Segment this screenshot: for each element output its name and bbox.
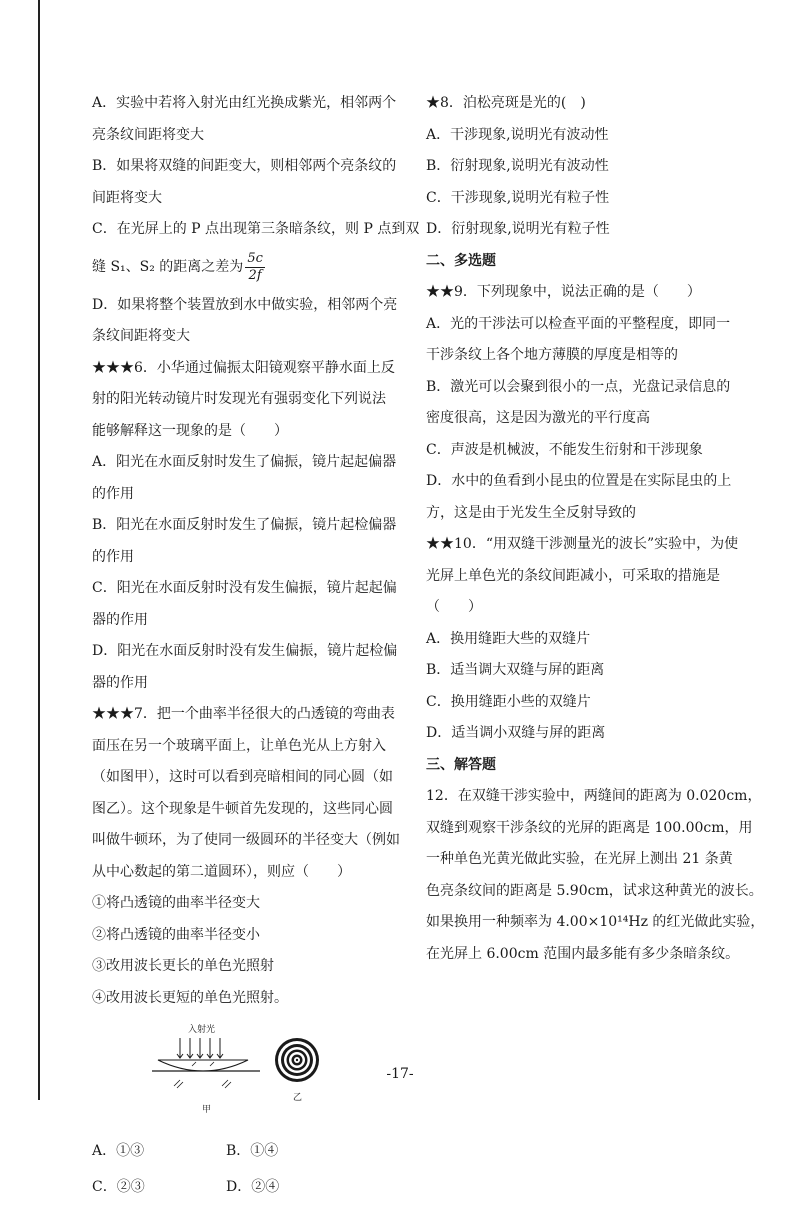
q6-line: 器的作用 — [92, 674, 148, 691]
q9-line: D．水中的鱼看到小昆虫的位置是在实际昆虫的上 — [426, 473, 732, 489]
q7-choice: D．②④ — [226, 1179, 280, 1196]
fraction-numerator: 5c — [247, 251, 263, 266]
q5-option-line: 条纹间距将变大 — [92, 328, 190, 344]
q8-line: ★8．泊松亮斑是光的( ) — [426, 95, 586, 111]
q6-line: 器的作用 — [92, 611, 148, 628]
q10-line: 光屏上单色光的条纹间距减小，可采取的措施是 — [426, 567, 720, 584]
q8-line: C．干涉现象,说明光有粒子性 — [426, 189, 610, 206]
q7-choices-row — [92, 1134, 410, 1170]
q7-line: 从中心数起的第二道圆环），则应（ ） — [92, 863, 351, 880]
q7-line: （如图甲），这时可以看到亮暗相间的同心圆（如 — [92, 769, 393, 785]
q7-line: ④改用波长更短的单色光照射。 — [92, 989, 288, 1006]
page-number: -17- — [386, 1066, 414, 1082]
q7-choice: A．①③ — [92, 1143, 145, 1160]
q9-line: 方，这是由于光发生全反射导致的 — [426, 504, 636, 521]
q6-line: C．阳光在水面反射时没有发生偏振，镜片起起偏 — [92, 580, 397, 596]
q8-line: B．衍射现象,说明光有波动性 — [426, 158, 609, 174]
q7-line: 叫做牛顿环，为了使同一级圆环的半径变大（例如 — [92, 832, 400, 848]
q12-line: 一种单色光黄光做此实验，在光屏上测出 21 条黄 — [426, 851, 733, 867]
q5-option-c-text: 缝 S₁、S₂ 的距离之差为 — [92, 258, 244, 275]
q12-line: 双缝到观察干涉条纹的光屏的距离是 100.00cm，用 — [426, 819, 753, 836]
q10-line: （ ） — [426, 599, 482, 615]
q5-option-line: B．如果将双缝的间距变大，则相邻两个亮条纹的 — [92, 158, 397, 174]
q10-line: C．换用缝距小些的双缝片 — [426, 693, 591, 710]
q5-option-line: A．实验中若将入射光由红光换成紫光，相邻两个 — [92, 95, 397, 111]
q6-line: D．阳光在水面反射时没有发生偏振，镜片起检偏 — [92, 643, 398, 659]
q8-line: D．衍射现象,说明光有粒子性 — [426, 221, 610, 237]
binding-line — [38, 0, 40, 1100]
fraction-formula — [245, 251, 265, 284]
q6-line: 的作用 — [92, 485, 134, 502]
label-yi: 乙 — [293, 1093, 303, 1103]
q7-line: 图乙）。这个现象是牛顿首先发现的，这些同心圆 — [92, 800, 393, 817]
incident-light-label: 入射光 — [188, 1025, 216, 1035]
incident-arrows — [177, 1038, 223, 1058]
q10-line: B．适当调大双缝与屏的距离 — [426, 662, 605, 678]
q12-line: 在光屏上 6.00cm 范围内最多能有多少条暗条纹。 — [426, 945, 740, 962]
q7-choices-row — [92, 1170, 410, 1206]
q7-line: ②将凸透镜的曲率半径变小 — [92, 926, 260, 943]
q7-line: ③改用波长更长的单色光照射 — [92, 958, 274, 974]
q5-option-line: C．在光屏上的 P 点出现第三条暗条纹，则 P 点到双 — [92, 221, 420, 237]
q7-line: ★★★7．把一个曲率半径很大的凸透镜的弯曲表 — [92, 706, 395, 722]
q9-line: B．激光可以会聚到很小的一点，光盘记录信息的 — [426, 378, 731, 395]
right-column — [426, 88, 765, 970]
q12-line: 12．在双缝干涉实验中，两缝间的距离为 0.020cm， — [426, 788, 762, 804]
q7-line: ①将凸透镜的曲率半径变大 — [92, 895, 260, 911]
q12-line: 如果换用一种频率为 4.00×10¹⁴Hz 的红光做此实验， — [426, 914, 765, 930]
section-heading-answer: 三、解答题 — [426, 756, 496, 773]
q6-line: 射的阳光转动镜片时发现光有强弱变化下列说法 — [92, 391, 386, 407]
q9-line: 密度很高，这是因为激光的平行度高 — [426, 410, 650, 426]
q10-line: ★★10．“用双缝干涉测量光的波长”实验中，为使 — [426, 536, 739, 552]
q6-line: B．阳光在水面反射时发生了偏振，镜片起检偏器 — [92, 517, 397, 533]
left-column — [92, 88, 420, 1206]
q9-line: A．光的干涉法可以检查平面的平整程度，即同一 — [426, 315, 731, 332]
q10-line: D．适当调小双缝与屏的距离 — [426, 725, 606, 741]
q7-line: 面压在另一个玻璃平面上，让单色光从上方射入 — [92, 737, 386, 754]
q9-line: C．声波是机械波，不能发生衍射和干涉现象 — [426, 441, 703, 458]
q6-line: 的作用 — [92, 548, 134, 565]
label-jia: 甲 — [202, 1105, 212, 1115]
q6-line: A．阳光在水面反射时发生了偏振，镜片起起偏器 — [92, 454, 397, 470]
q9-line: ★★9．下列现象中，说法正确的是（ ） — [426, 284, 701, 300]
q6-line: ★★★6．小华通过偏振太阳镜观察平静水面上反 — [92, 359, 395, 376]
q7-choice: B．①④ — [226, 1143, 279, 1160]
q5-option-line: 亮条纹间距将变大 — [92, 126, 204, 143]
q6-line: 能够解释这一现象的是（ ） — [92, 422, 288, 439]
q7-choice: C．②③ — [92, 1179, 145, 1196]
q10-line: A．换用缝距大些的双缝片 — [426, 630, 591, 647]
q8-line: A．干涉现象,说明光有波动性 — [426, 126, 609, 143]
q5-option-line: 间距将变大 — [92, 189, 162, 206]
q5-option-c-formula-line — [92, 246, 410, 290]
section-heading-multiple-choice: 二、多选题 — [426, 252, 496, 269]
fraction-denominator: 2f — [248, 268, 262, 283]
q12-line: 色亮条纹间的距离是 5.90cm，试求这种黄光的波长。 — [426, 882, 763, 899]
q9-line: 干涉条纹上各个地方薄膜的厚度是相等的 — [426, 347, 678, 363]
q5-option-line: D．如果将整个装置放到水中做实验，相邻两个亮 — [92, 296, 398, 313]
